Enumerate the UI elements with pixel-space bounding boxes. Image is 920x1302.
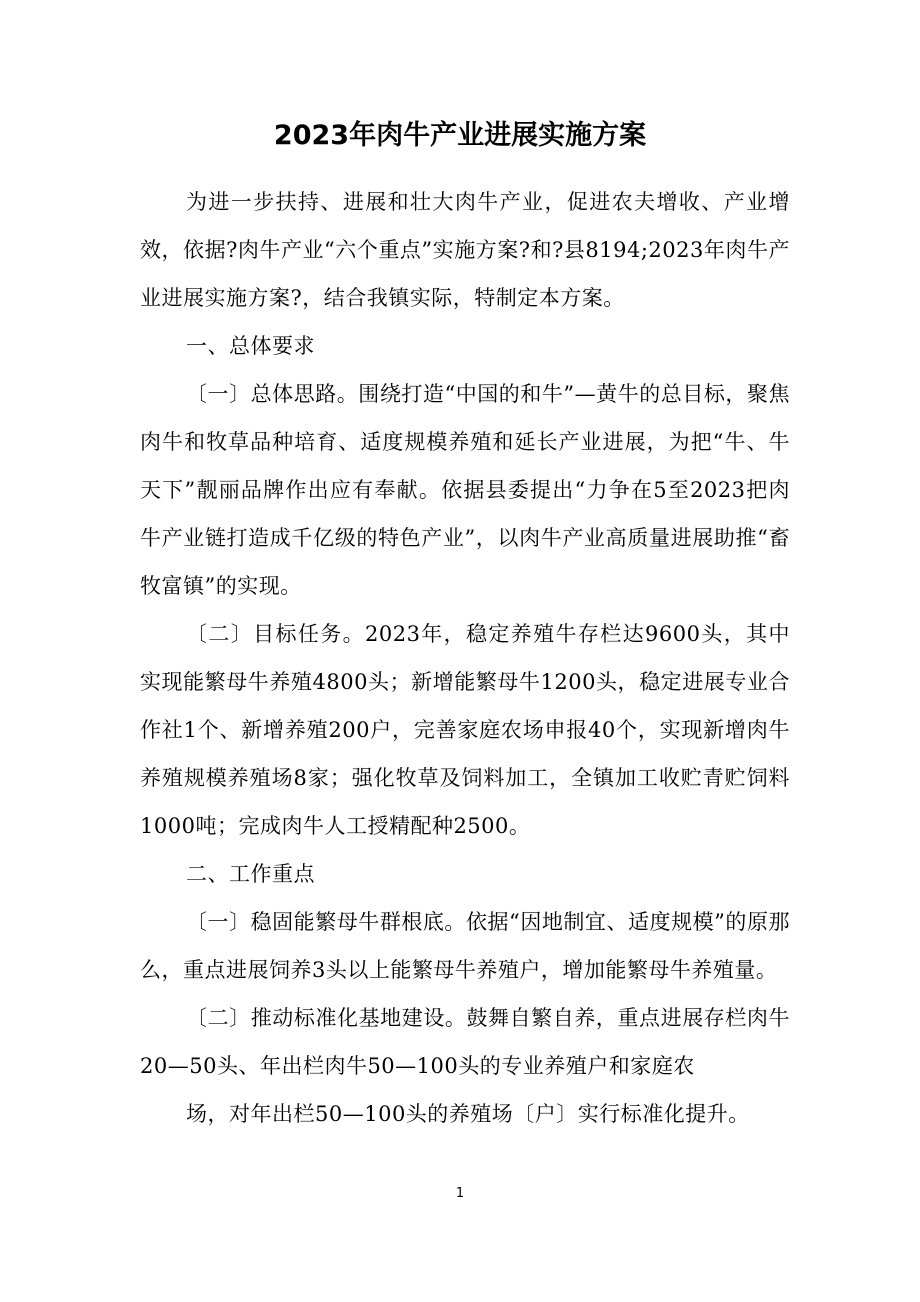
document-title: 2023年肉牛产业进展实施方案 — [273, 120, 647, 151]
intro-paragraph: 为进一步扶持、进展和壮大肉牛产业，促进农夫增收、产业增效，依据?肉牛产业“六个重点”实施方案?和?县8194;2023年肉牛产业进展实施方案?，结合我镇实际，特制定本方案。 — [140, 190, 790, 310]
section-heading-work-focus: 二、工作重点 — [186, 862, 315, 886]
standardization-paragraph: 〔二〕推动标准化基地建设。鼓舞自繁自养，重点进展存栏肉牛20—50头、年出栏肉牛50—100头的专业养殖户和家庭农 — [140, 1006, 790, 1078]
target-tasks-paragraph: 〔二〕目标任务。2023年，稳定养殖牛存栏达9600头，其中实现能繁母牛养殖4800头；新增能繁母牛1200头，稳定进展专业合作社1个、新增养殖200户，完善家庭农场申报40个，实现新增肉牛养殖规模养殖场8家；强化牧草及饲料加工，全镇加工收贮青贮饲料1000吨；完成肉牛人工授精配种2500。 — [140, 622, 790, 838]
document-body — [140, 178, 790, 1138]
overall-approach-paragraph: 〔一〕总体思路。围绕打造“中国的和牛”—黄牛的总目标，聚焦肉牛和牧草品种培育、适度规模养殖和延长产业进展，为把“牛、牛天下”靓丽品牌作出应有奉献。依据县委提出“力争在5至2023把肉牛产业链打造成千亿级的特色产业”，以肉牛产业高质量进展助推“畜牧富镇”的实现。 — [140, 382, 790, 598]
section-heading-general-requirements: 一、总体要求 — [186, 334, 315, 358]
breeding-cow-paragraph: 〔一〕稳固能繁母牛群根底。依据“因地制宜、适度规模”的原那么，重点进展饲养3头以上能繁母牛养殖户，增加能繁母牛养殖量。 — [140, 910, 790, 982]
standardization-continued-line: 场，对年出栏50—100头的养殖场〔户〕实行标准化提升。 — [186, 1102, 750, 1126]
page-number: 1 — [455, 1186, 465, 1201]
